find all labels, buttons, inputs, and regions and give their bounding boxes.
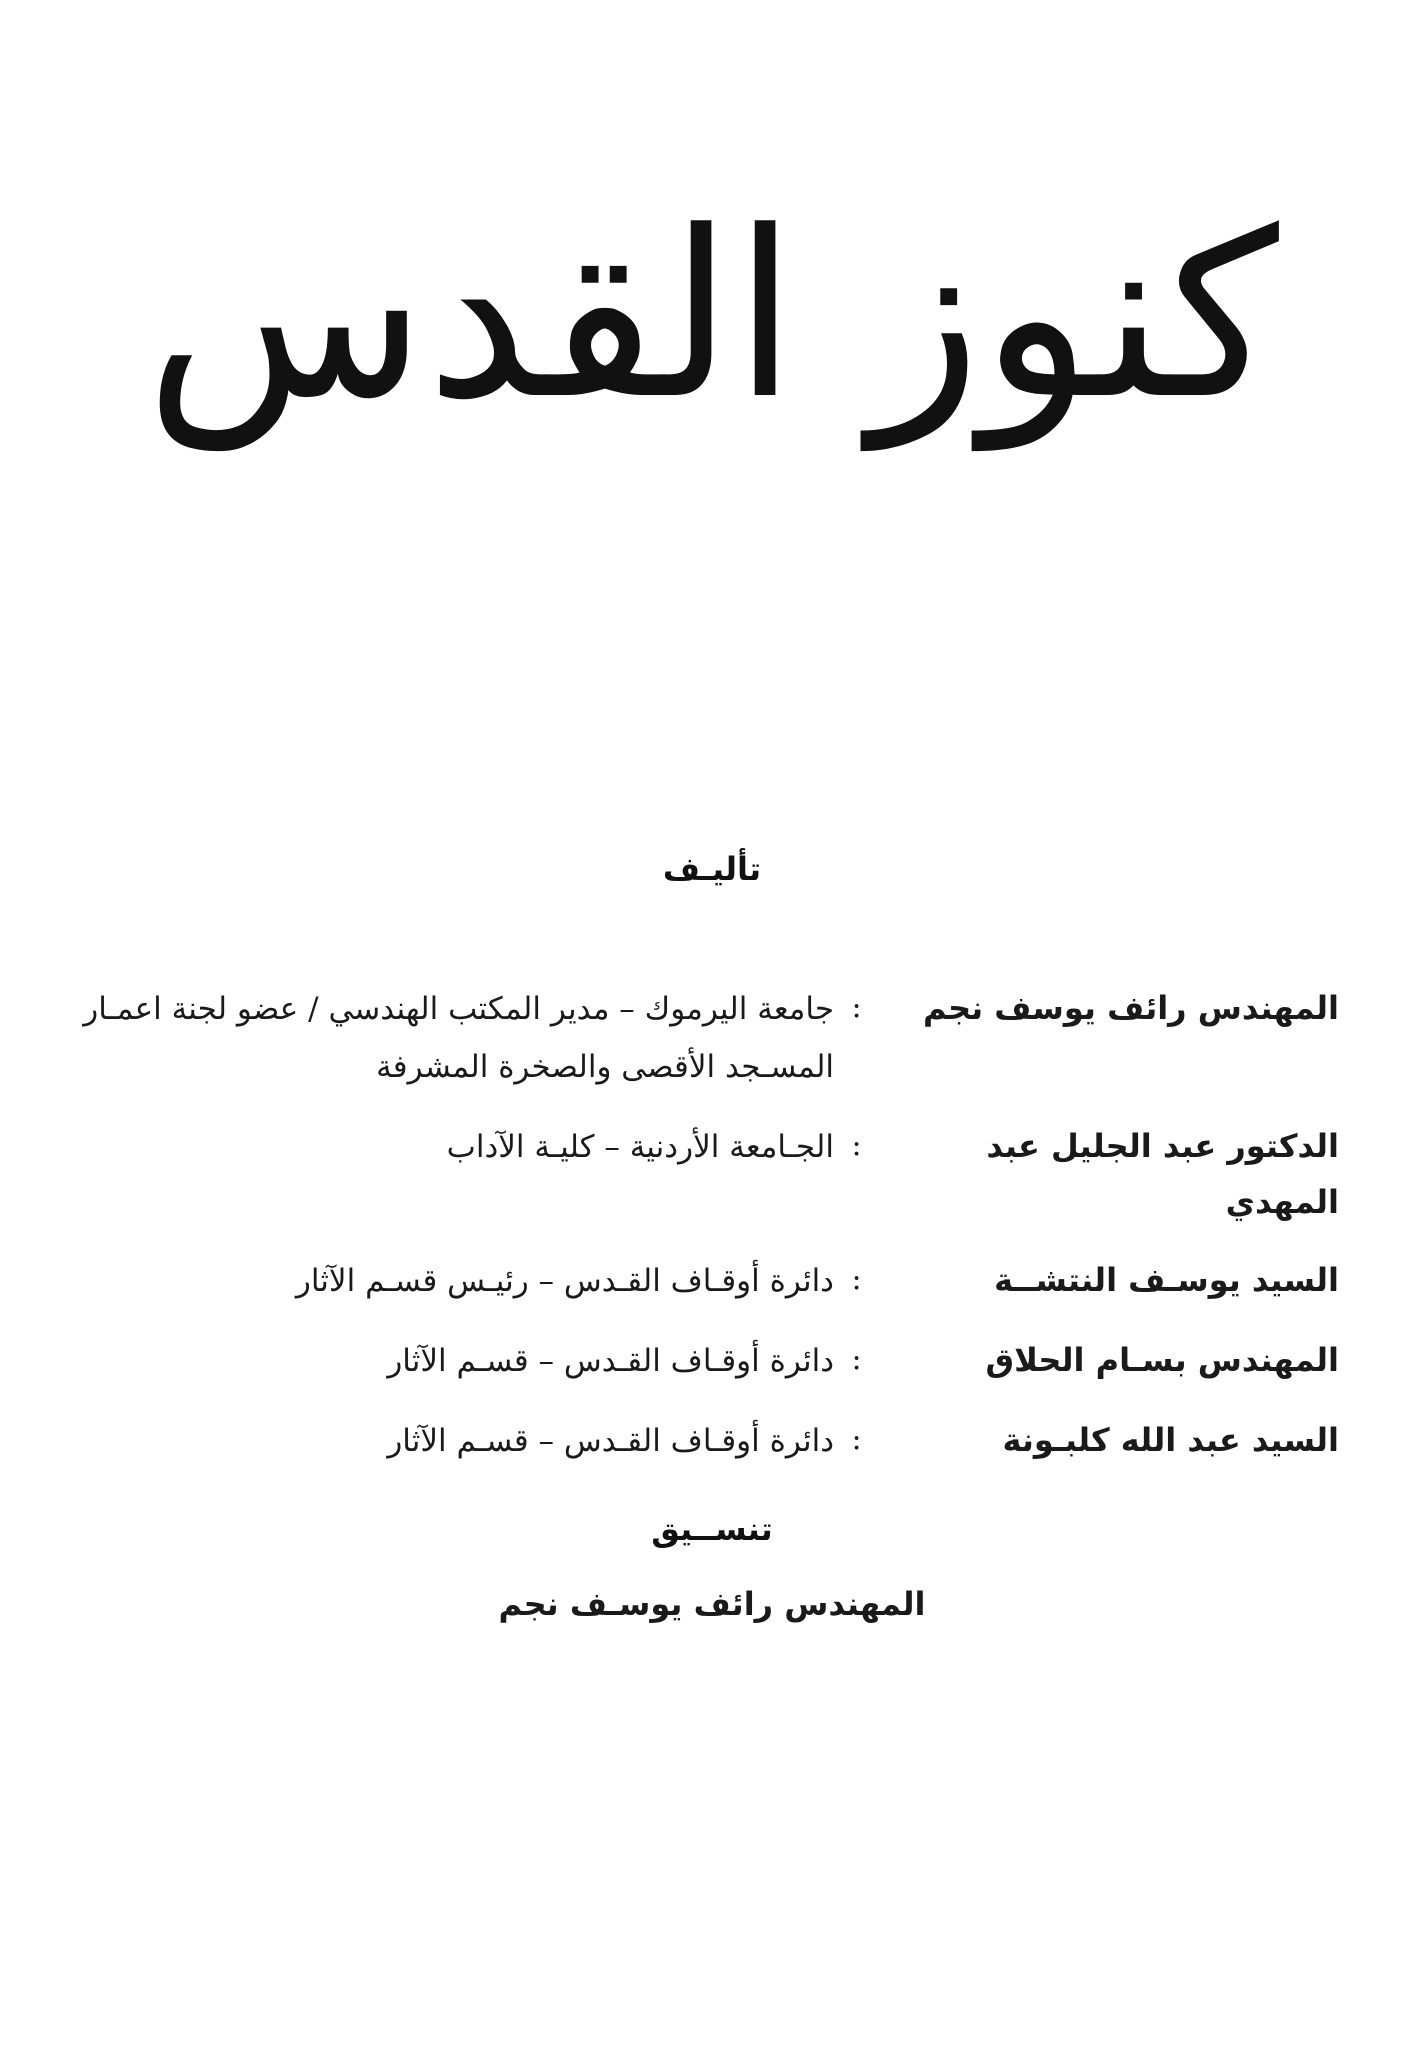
authors-list <box>19 980 1339 1492</box>
separator: : <box>851 1342 862 1377</box>
author-name: المهندس بسـام الحلاق <box>985 1341 1339 1379</box>
coordinator-name: المهندس رائف يوسـف نجم <box>498 1585 926 1623</box>
author-affiliation: دائرة أوقـاف القـدس – قسـم الآثار <box>387 1423 834 1459</box>
separator: : <box>851 1262 862 1297</box>
author-name: الدكتور عبد الجليل عبد المهدي <box>986 1127 1339 1221</box>
author-row <box>19 1412 1339 1470</box>
author-row <box>19 980 1339 1096</box>
author-name: السيد عبد الله كلبـونة <box>1002 1421 1339 1459</box>
author-row <box>19 1118 1339 1230</box>
author-affiliation: الجـامعة الأردنية – كليـة الآداب <box>446 1129 834 1165</box>
author-row <box>19 1332 1339 1390</box>
separator: : <box>851 990 862 1025</box>
coordination-heading: تنســيق <box>651 1510 773 1548</box>
author-name: المهندس رائف يوسف نجم <box>922 989 1339 1027</box>
author-affiliation: جامعة اليرموك – مدير المكتب الهندسي / عضو لجنة اعمـار المسـجد الأقصى والصخرة المشرفة <box>83 991 834 1085</box>
authorship-heading: تأليـف <box>662 850 762 888</box>
author-name: السيد يوسـف النتشــة <box>994 1261 1339 1299</box>
author-affiliation: دائرة أوقـاف القـدس – رئيـس قسـم الآثار <box>295 1263 834 1299</box>
separator: : <box>851 1128 862 1163</box>
separator: : <box>851 1422 862 1457</box>
author-row <box>19 1252 1339 1310</box>
book-title: كنوز القدس <box>145 183 1279 450</box>
author-affiliation: دائرة أوقـاف القـدس – قسـم الآثار <box>387 1343 834 1379</box>
